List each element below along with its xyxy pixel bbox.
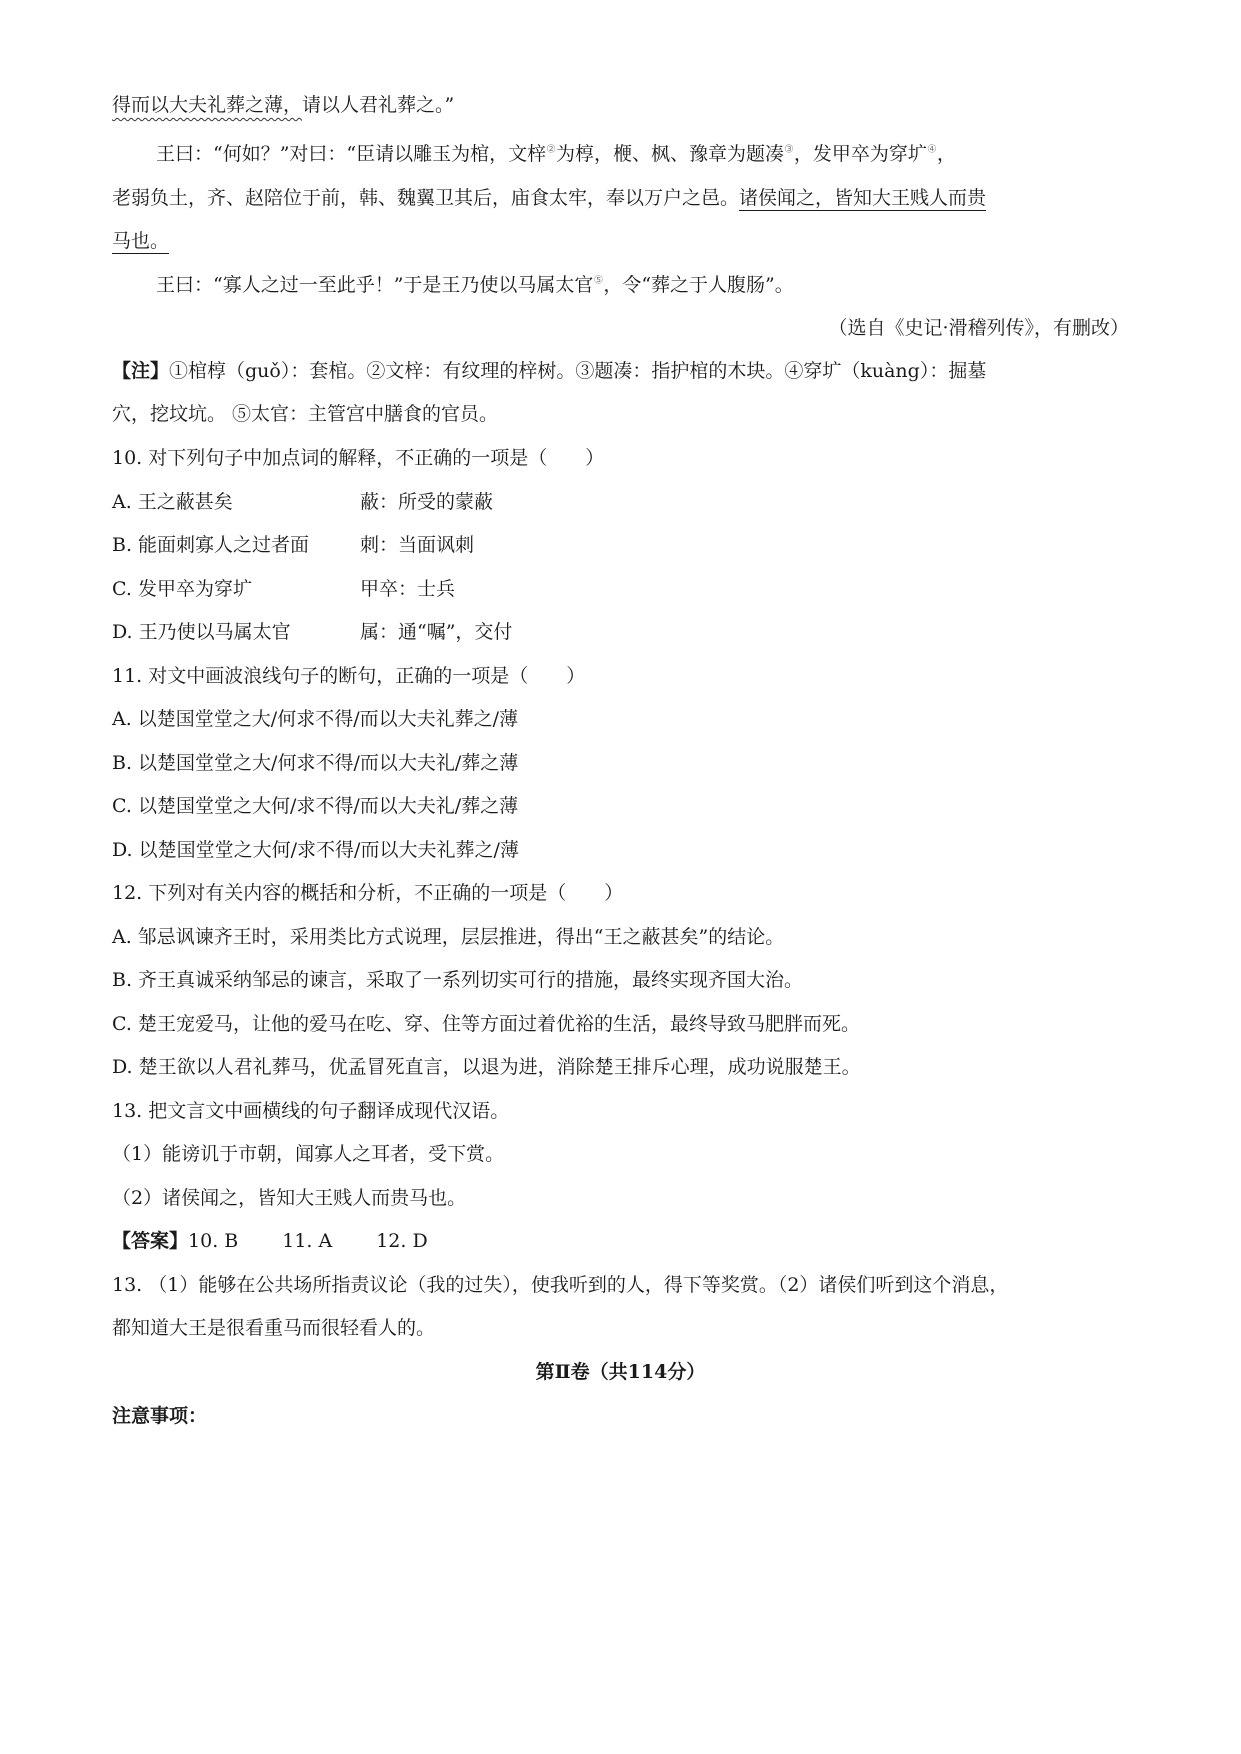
passage-text: ，发甲卒为穿圹 xyxy=(793,143,927,165)
notes-label: 【注】 xyxy=(112,360,170,382)
wavy-underlined-sentence: 得而以大夫礼葬之薄， xyxy=(112,94,303,116)
option-sentence: D. 王乃使以马属太官 xyxy=(112,621,291,643)
question-13-stem: 13. 把文言文中画横线的句子翻译成现代汉语。 xyxy=(112,1100,510,1122)
question-10-option-b xyxy=(112,532,474,558)
notes-line-2: 穴，挖坟坑。 ⑤太官：主管宫中膳食的官员。 xyxy=(112,403,499,425)
footnote-marker: ⑤ xyxy=(593,273,604,287)
option-explanation: 甲卒：士兵 xyxy=(360,578,456,600)
question-12-option-b: B. 齐王真诚采纳邹忌的谏言，采取了一系列切实可行的措施，最终实现齐国大治。 xyxy=(112,969,804,991)
question-11-option-c: C. 以楚国堂堂之大何/求不得/而以大夫礼/葬之薄 xyxy=(112,795,519,817)
underlined-sentence: 诸侯闻之，皆知大王贱人而贵 xyxy=(739,187,987,209)
question-10-stem: 10. 对下列句子中加点词的解释，不正确的一项是（ ） xyxy=(112,447,605,469)
question-10-option-a xyxy=(112,489,493,515)
question-12-option-d: D. 楚王欲以人君礼葬马，优孟冒死直言，以退为进，消除楚王排斥心理，成功说服楚王。 xyxy=(112,1056,861,1078)
option-sentence: C. 发甲卒为穿圹 xyxy=(112,578,252,600)
passage-line-1 xyxy=(112,92,454,118)
question-13-item-2: （2）诸侯闻之，皆知大王贱人而贵马也。 xyxy=(112,1187,467,1209)
answer-11: 11. A xyxy=(282,1230,333,1252)
answer-10: 10. B xyxy=(188,1230,239,1252)
passage-text: 请以人君礼葬之。” xyxy=(302,94,455,116)
question-12-stem: 12. 下列对有关内容的概括和分析，不正确的一项是（ ） xyxy=(112,882,624,904)
question-11-option-b: B. 以楚国堂堂之大/何求不得/而以大夫礼/葬之薄 xyxy=(112,752,519,774)
passage-text: ， xyxy=(936,143,956,165)
footnote-marker: ② xyxy=(546,142,557,156)
question-12-option-a: A. 邹忌讽谏齐王时，采用类比方式说理，层层推进，得出“王之蔽甚矣”的结论。 xyxy=(112,926,785,948)
question-13-item-1: （1）能谤讥于市朝，闻寡人之耳者，受下赏。 xyxy=(112,1143,505,1165)
answer-13-line-2: 都知道大王是很看重马而很轻看人的。 xyxy=(112,1317,436,1339)
question-10-option-d xyxy=(112,619,512,645)
option-sentence: A. 王之蔽甚矣 xyxy=(112,491,233,513)
passage-paragraph-2-line-2 xyxy=(112,185,986,211)
section-title: 第Ⅱ卷（共114分） xyxy=(535,1361,706,1383)
passage-text: 为椁，楩、枫、豫章为题凑 xyxy=(556,143,785,165)
option-explanation: 属：通“嘱”，交付 xyxy=(360,621,513,643)
passage-source: （选自《史记·滑稽列传》，有删改） xyxy=(828,317,1129,339)
passage-paragraph-2-line-1 xyxy=(156,141,956,167)
notice-heading: 注意事项： xyxy=(112,1405,208,1427)
answer-12: 12. D xyxy=(376,1230,428,1252)
option-explanation: 刺：当面讽刺 xyxy=(360,534,475,556)
question-11-option-a: A. 以楚国堂堂之大/何求不得/而以大夫礼葬之/薄 xyxy=(112,708,519,730)
passage-text: 老弱负土，齐、赵陪位于前，韩、魏翼卫其后，庙食太牢，奉以万户之邑。 xyxy=(112,187,740,209)
underlined-sentence: 马也。 xyxy=(112,230,170,252)
option-sentence: B. 能面刺寡人之过者面 xyxy=(112,534,310,556)
footnote-marker: ④ xyxy=(926,142,937,156)
notes-text: ①棺椁（guǒ）：套棺。②文梓：有纹理的梓树。③题凑：指护棺的木块。④穿圹（kuàng）：掘墓 xyxy=(169,360,987,382)
question-12-option-c: C. 楚王宠爱马，让他的爱马在吃、穿、住等方面过着优裕的生活，最终导致马肥胖而死。 xyxy=(112,1013,860,1035)
option-explanation: 蔽：所受的蒙蔽 xyxy=(360,491,494,513)
passage-paragraph-3 xyxy=(156,272,794,298)
question-10-option-c xyxy=(112,576,455,602)
answer-label: 【答案】 xyxy=(112,1230,189,1252)
footnote-marker: ③ xyxy=(784,142,794,156)
answer-line xyxy=(112,1228,428,1254)
passage-text: 王曰：“寡人之过一至此乎！”于是王乃使以马属太官 xyxy=(156,274,594,296)
question-11-stem: 11. 对文中画波浪线句子的断句，正确的一项是（ ） xyxy=(112,665,586,687)
notes-line-1 xyxy=(112,358,986,384)
question-11-option-d: D. 以楚国堂堂之大何/求不得/而以大夫礼葬之/薄 xyxy=(112,839,519,861)
answer-13-line-1: 13. （1）能够在公共场所指责议论（我的过失），使我听到的人，得下等奖赏。（2）诸侯们听到这个消息， xyxy=(112,1274,1009,1296)
passage-paragraph-2-line-3 xyxy=(112,228,169,254)
passage-text: ，令“葬之于人腹肠”。 xyxy=(603,274,794,296)
passage-text: 王曰：“何如？”对曰：“臣请以雕玉为棺，文梓 xyxy=(156,143,547,165)
